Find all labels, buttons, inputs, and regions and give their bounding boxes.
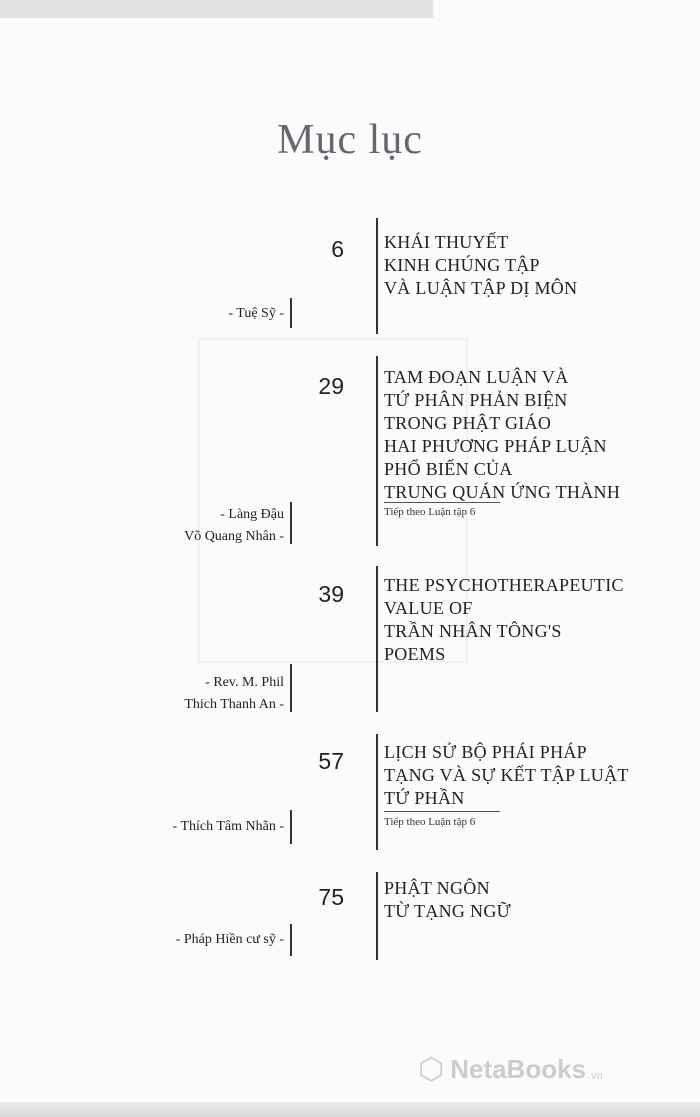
article-title-line: THE PSYCHOTHERAPEUTIC	[384, 575, 624, 595]
author-name: - Pháp Hiền cư sỹ -	[175, 932, 284, 947]
divider-rule	[376, 734, 378, 850]
author-name: - Rev. M. Phil	[205, 675, 284, 690]
watermark-suffix: .vn	[588, 1069, 603, 1082]
article-title-line: TRONG PHẬT GIÁO	[384, 413, 552, 433]
author-name: Thich Thanh An -	[184, 697, 284, 712]
article-title-line: TRUNG QUÁN ỨNG THÀNH	[384, 482, 621, 502]
author-rule	[290, 298, 292, 328]
article-title-line: LỊCH SỬ BỘ PHÁI PHÁP	[384, 742, 587, 762]
author-rule	[290, 810, 292, 844]
divider-rule	[376, 356, 378, 546]
note-underline	[384, 811, 500, 812]
article-title	[384, 877, 511, 923]
author-name: - Thích Tâm Nhãn -	[172, 819, 284, 834]
article-title-line: KHÁI THUYẾT	[384, 232, 509, 252]
article-title	[384, 231, 577, 300]
netabooks-logo-icon: ⬡	[418, 1053, 445, 1086]
author-name: - Làng Đậu	[220, 507, 284, 522]
article-title-line: PHỔ BIẾN CỦA	[384, 459, 513, 479]
article-title-line: TỨ PHẦN	[384, 788, 465, 808]
page-number: 57	[318, 748, 344, 774]
page-number: 6	[331, 236, 344, 262]
author-name: - Tuệ Sỹ -	[228, 306, 284, 321]
article-title	[384, 574, 624, 666]
article-title-line: HAI PHƯƠNG PHÁP LUẬN	[384, 436, 607, 456]
author-name: Võ Quang Nhân -	[184, 529, 284, 544]
continuation-note: Tiếp theo Luận tập 6	[384, 506, 476, 518]
article-title-line: TỨ PHÂN PHẢN BIỆN	[384, 390, 568, 410]
article-title-line: VALUE OF	[384, 598, 473, 618]
watermark-brand: NetaBooks	[450, 1054, 587, 1084]
watermark	[418, 1052, 603, 1087]
article-title-line: TỪ TẠNG NGỮ	[384, 901, 511, 921]
page-number: 75	[318, 884, 344, 910]
divider-rule	[376, 872, 378, 960]
article-title	[384, 366, 620, 504]
article-title-line: PHẬT NGÔN	[384, 878, 490, 898]
continuation-note: Tiếp theo Luận tập 6	[384, 816, 476, 828]
article-title-line: POEMS	[384, 644, 446, 664]
scan-edge-bottom	[0, 1102, 700, 1117]
article-title-line: VÀ LUẬN TẬP DỊ MÔN	[384, 278, 578, 298]
article-title-line: TẠNG VÀ SỰ KẾT TẬP LUẬT	[384, 765, 629, 785]
page-number: 39	[318, 581, 344, 607]
note-underline	[384, 502, 500, 503]
author-rule	[290, 502, 292, 544]
author-rule	[290, 924, 292, 956]
divider-rule	[376, 566, 378, 712]
divider-rule	[376, 218, 378, 334]
article-title-line: TAM ĐOẠN LUẬN VÀ	[384, 367, 569, 387]
page-number: 29	[318, 373, 344, 399]
scan-edge-top	[0, 0, 433, 18]
article-title-line: TRẦN NHÂN TÔNG'S	[384, 621, 562, 641]
article-title	[384, 741, 629, 810]
author-rule	[290, 664, 292, 712]
page-title: Mục lục	[277, 117, 423, 164]
article-title-line: KINH CHÚNG TẬP	[384, 255, 540, 275]
